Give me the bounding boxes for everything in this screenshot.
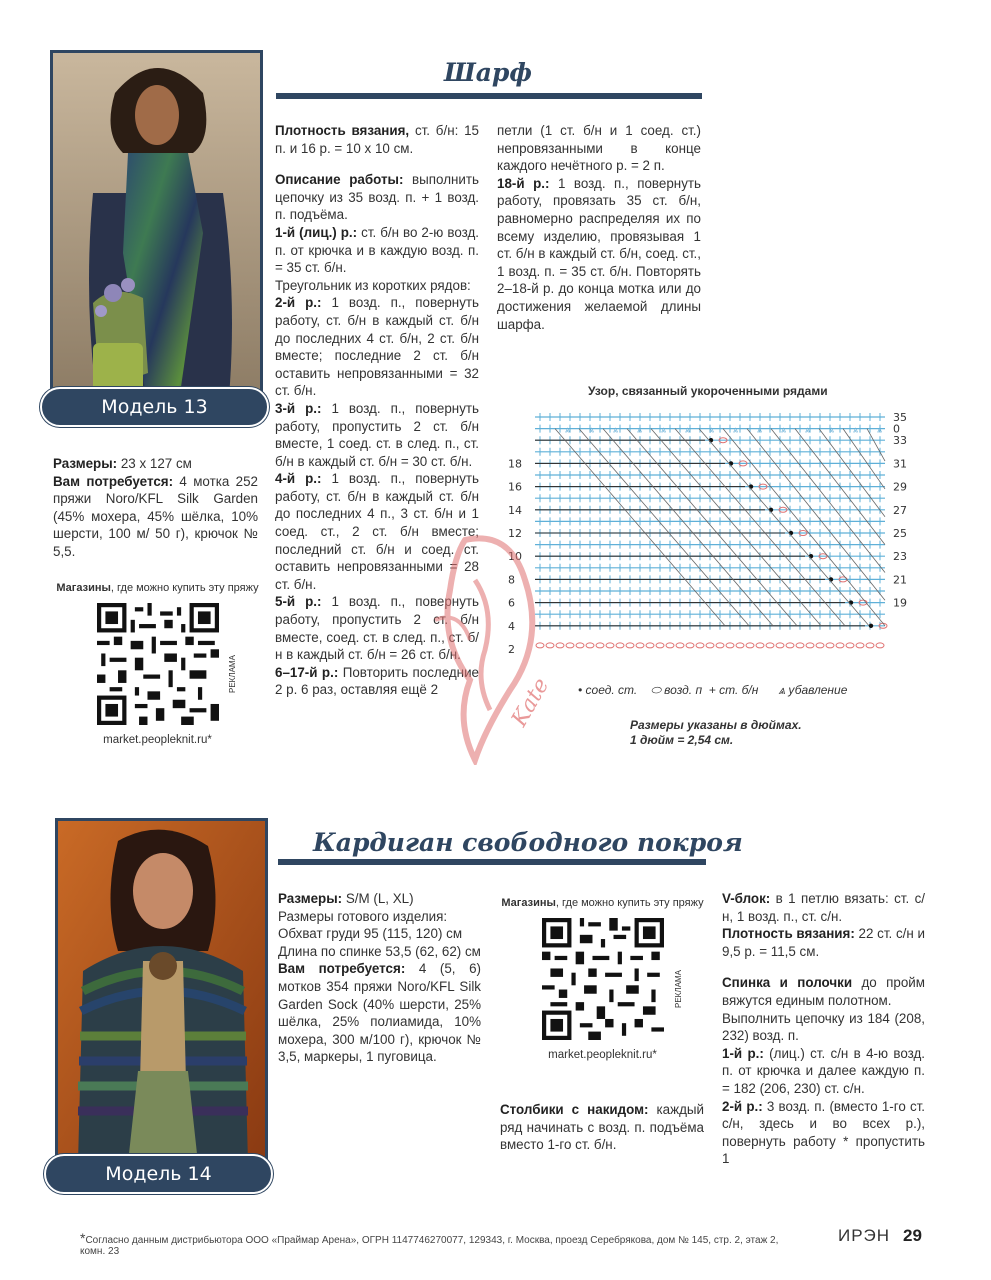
chain-stitch — [576, 643, 584, 648]
row-number-right: 21 — [893, 573, 907, 587]
diagonal-stitch — [771, 429, 885, 573]
chain-stitch — [636, 643, 644, 648]
cardigan-qr-code[interactable] — [542, 918, 664, 1040]
cardigan-col1: Размеры: S/M (L, XL) Размеры готового изделия: Обхват груди 95 (115, 120) см Длина по спинке 53,5 (62, 62) см Вам потребуется: 4 (5, 6) мотков 354 пряжи Noro/KFL Silk Garden Sock (40% шерсти, 25% шёлка, 25% полиамида, 10% мохера, 300 м/100 г), крючок № 3,5, маркеры, 1 пуговица. — [278, 891, 481, 1065]
size-note: Размеры указаны в дюймах. 1 дюйм = 2,54 см. — [630, 718, 802, 747]
chain-stitch — [826, 643, 834, 648]
diagonal-stitch — [675, 429, 845, 626]
chain-stitch — [746, 643, 754, 648]
row-number-right: 23 — [893, 550, 907, 564]
row-number-left: 14 — [508, 503, 522, 517]
legend-decrease: ⩓ убавление — [778, 683, 848, 697]
diagonal-stitch — [627, 429, 797, 626]
cardigan-title-rule — [278, 859, 706, 865]
chain-stitch — [656, 643, 664, 648]
scarf-col1: Плотность вязания, ст. б/н: 15 п. и 16 р. = 10 х 10 см. Описание работы: выполнить цепочку из 35 возд. п. + 1 возд. п. подъёма. 1-й (лиц.) р.: ст. б/н во 2-ю возд. п. от крючка и в каждую возд. п. = 35 ст. б/н. Треугольник из коротких рядов: 2-й р.: 1 возд. п., повернуть работу, ст. б/н в каждый ст. б/н до последних 4 ст. б/н, 2 ст. б/н вместе; последние 2 ст. б/н оставить непровязанными = 32 ст. б/н. 3-й р.: 1 возд. п., повернуть работу, пропустить 2 ст. б/н вместе, 1 соед. ст. в след. п., ст. б/н в каждый ст. б/н = 30 ст. б/н. 4-й р.: 1 возд. п., повернуть работу, ст. б/н в каждый ст. б/н до последних 4 п., 3 ст. б/н и 1 соед. ст., 2 ст. б/н вместе; последний ст. б/н и соед. ст. оставить непровязанными = 28 ст. б/н. 5-й р.: 1 возд. п., повернуть работу, пропустить 2 ст. б/н вместе, соед. ст. в след. п., ст. б/н в каждый ст. б/н = 26 ст. б/н. 6–17-й р.: Повторить последние 2 р. 6 раз, оставляя ещё 2 — [275, 123, 480, 698]
row-number-right: 35 — [893, 411, 907, 424]
chain-stitch — [706, 643, 714, 648]
legend-chain: ⬭ возд. п — [650, 683, 703, 697]
chain-stitch — [766, 643, 774, 648]
row-number-right: 0 — [893, 422, 900, 436]
chain-stitch — [586, 643, 594, 648]
chain-stitch — [836, 643, 844, 648]
decrease-mark: ⩓ — [709, 425, 715, 436]
slip-stitch — [869, 624, 873, 628]
footer-note: *Согласно данным дистрибьютора ООО «Праймар Арена», ОГРН 1147746270077, 129343, г. Москва, проезд Серебрякова, дом № 145, стр. 2, этаж 2, комн. 23 — [80, 1230, 779, 1257]
chain-stitch — [596, 643, 604, 648]
decrease-mark: ⩓ — [781, 425, 787, 436]
cardigan-shop-url[interactable]: market.peopleknit.ru* — [548, 1049, 657, 1061]
chain-stitch — [726, 643, 734, 648]
watermark-text: Kate — [507, 673, 555, 732]
decrease-mark: ⩓ — [853, 425, 859, 436]
chain-stitch — [716, 643, 724, 648]
chain-stitch — [666, 643, 674, 648]
chain-stitch — [606, 643, 614, 648]
page-number: 29 — [903, 1226, 922, 1245]
row-number-left: 10 — [508, 550, 522, 564]
row-number-left: 12 — [508, 527, 522, 540]
decrease-mark: ⩓ — [829, 425, 835, 436]
scarf-sizes: Размеры: 23 х 127 см Вам потребуется: 4 мотка 252 пряжи Noro/KFL Silk Garden (45% мохера, 45% шёлка, 10% шерсти, 100 м/ 50 г), крючок № 5,5. — [53, 456, 258, 559]
chain-stitch — [806, 643, 814, 648]
chain-stitch — [876, 643, 884, 648]
chain-stitch — [846, 643, 854, 648]
row-number-right: 25 — [893, 527, 907, 540]
cardigan-col2: Столбики с накидом: каждый ряд начинать с возд. п. подъёма вместо 1-го ст. б/н. — [500, 1102, 704, 1153]
scarf-title: Шарф — [444, 58, 532, 87]
row-number-left: 2 — [508, 643, 515, 655]
row-number-left: 16 — [508, 480, 522, 494]
chain-stitch — [696, 643, 704, 648]
chain-stitch — [676, 643, 684, 648]
kate-watermark-logo — [415, 520, 575, 765]
cardigan-ad-label: РЕКЛАМА — [674, 970, 683, 1008]
scarf-shop-label: Магазины, где можно купить эту пряжу — [56, 582, 259, 594]
decrease-mark: ⩓ — [757, 425, 763, 436]
row-number-right: 29 — [893, 480, 907, 494]
chain-stitch — [786, 643, 794, 648]
diagonal-stitch — [699, 429, 869, 626]
chain-stitch — [856, 643, 864, 648]
model-13-photo — [50, 50, 263, 411]
chain-stitch — [756, 643, 764, 648]
diagonal-stitch — [747, 429, 885, 601]
chain-stitch — [776, 643, 784, 648]
scarf-title-rule — [276, 93, 702, 99]
model-14-label: Модель 14 — [44, 1154, 273, 1194]
decrease-mark: ⩓ — [877, 425, 883, 436]
diagonal-stitch — [555, 429, 725, 626]
scarf-shop-url[interactable]: market.peopleknit.ru* — [103, 734, 212, 746]
diagonal-stitch — [579, 429, 749, 626]
model-14-photo — [55, 818, 268, 1166]
diagonal-stitch — [651, 429, 821, 626]
decrease-mark: ⩓ — [733, 425, 739, 436]
diagonal-stitch — [843, 429, 885, 489]
scarf-col2: петли (1 ст. б/н и 1 соед. ст.) непровязанными в конце каждого нечётного р. = 2 п. 18-й р.: 1 возд. п., повернуть работу, провязать 35 ст. б/н, равномерно распределяя их по всему изделию, провязывая 1 ст. б/н в каждый ст. б/н, соед. ст., 1 возд. п. = 35 ст. б/н. Повторять 2–18-й р. до конца мотка или до достижения желаемой длины шарфа. — [497, 123, 701, 332]
chain-stitch — [686, 643, 694, 648]
row-number-right: 31 — [893, 457, 907, 471]
cardigan-shop-label: Магазины, где можно купить эту пряжу — [501, 897, 704, 909]
chain-stitch — [796, 643, 804, 648]
legend-sc: + ст. б/н — [708, 683, 759, 697]
diagonal-stitch — [867, 429, 885, 461]
chart-legend — [578, 683, 918, 698]
row-number-right: 27 — [893, 503, 907, 517]
cardigan-title: Кардиган свободного покроя — [313, 828, 743, 857]
chain-stitch — [866, 643, 874, 648]
scarf-qr-code[interactable] — [97, 603, 219, 725]
row-number-left: 4 — [508, 619, 515, 633]
model-13-label: Модель 13 — [40, 387, 269, 427]
chain-stitch — [626, 643, 634, 648]
scarf-ad-label: РЕКЛАМА — [228, 655, 237, 693]
chain-stitch — [816, 643, 824, 648]
cardigan-col3: V-блок: в 1 петлю вязать: ст. с/н, 1 возд. п., ст. с/н. Плотность вязания: 22 ст. с/н и 9,5 р. = 11,5 см. Спинка и полочки до пройм вяжутся единым полотном. Выполнить цепочку из 184 (208, 232) возд. п. 1-й р.: (лиц.) ст. с/н в 4-ю возд. п. от крючка и далее каждую п. = 182 (206, 230) ст. с/н. 2-й р.: 3 возд. п. (вместо 1-го ст. с/н, здесь и во всех р.), повернуть работу * пропустить 1 — [722, 891, 926, 1167]
chain-stitch — [646, 643, 654, 648]
row-number-left: 6 — [508, 596, 515, 610]
decrease-mark: ⩓ — [565, 425, 571, 436]
row-number-left: 8 — [508, 573, 515, 587]
chain-stitch — [736, 643, 744, 648]
chain-stitch — [616, 643, 624, 648]
decrease-mark: ⩓ — [589, 425, 595, 436]
decrease-mark: ⩓ — [805, 425, 811, 436]
row-number-right: 33 — [893, 434, 907, 448]
legend-slip-stitch: • соед. ст. — [578, 683, 638, 697]
row-number-left: 18 — [508, 457, 522, 471]
decrease-mark: ⩓ — [613, 425, 619, 436]
decrease-mark: ⩓ — [685, 425, 691, 436]
magazine-brand: ИРЭН — [838, 1226, 891, 1245]
chart-title: Узор, связанный укороченными рядами — [588, 384, 828, 398]
decrease-mark: ⩓ — [661, 425, 667, 436]
decrease-mark: ⩓ — [637, 425, 643, 436]
row-number-right: 19 — [893, 596, 907, 610]
